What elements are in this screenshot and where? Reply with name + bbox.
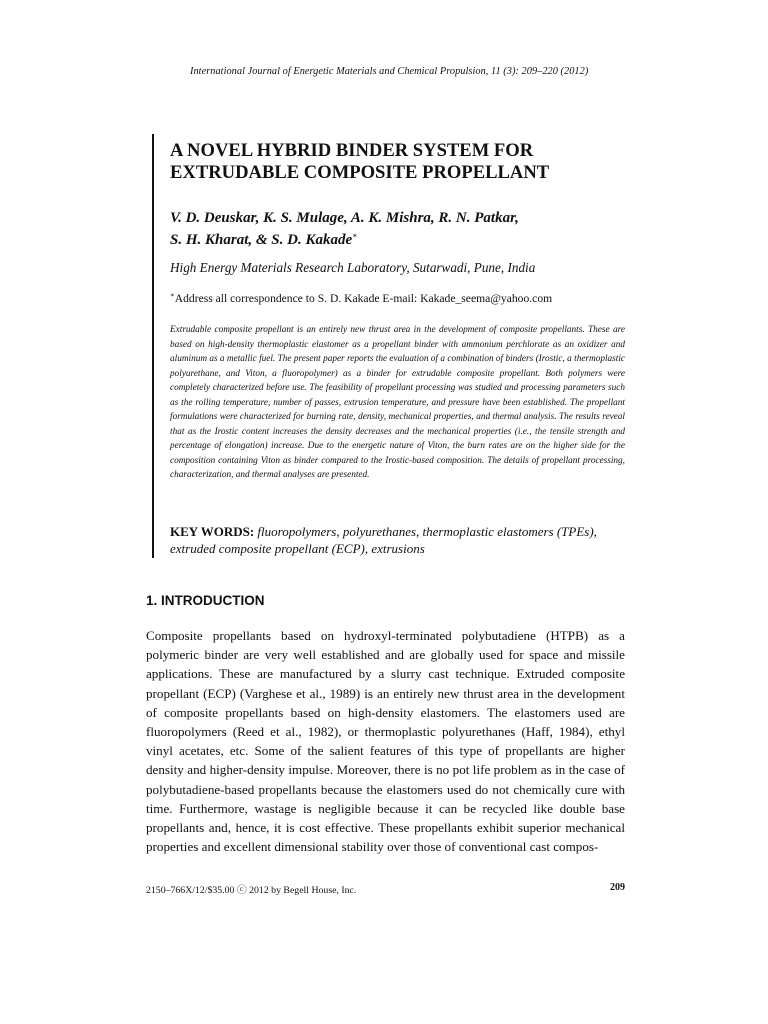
correspondence-mark: ∗ [170, 291, 175, 299]
keywords-label: KEY WORDS: [170, 524, 255, 539]
title-line-1: A NOVEL HYBRID BINDER SYSTEM FOR [170, 140, 534, 161]
journal-citation: International Journal of Energetic Materials and Chemical Propulsion, 11 (3): 209–220 (2012) [190, 66, 589, 77]
body-paragraph: Composite propellants based on hydroxyl-terminated polybutadiene (HTPB) as a polymeric binder are very well established and are globally used for space and missile applications. These are manufactured by a slurry cast technique. Extruded composite propellant (ECP) (Varghese et al., 1989) is an entirely new thrust area in the development of composite propellants based on high-density elastomers. The elastomers used are fluoropolymers (Reed et al., 1982), or thermoplastic polyurethanes (Haff, 1984), ethyl vinyl acetates, etc. Some of the salient features of this type of propellants are higher density and higher-density impulse. Moreover, there is no pot life problem as in the case of polybutadiene-based propellants because the elastomers used do not chemically cure with time. Furthermore, wastage is negligible because it can be recycled like double base propellants and, hence, it is cost effective. These propellants exhibit superior mechanical properties and excellent dimensional stability over those of conventional cast compos- [146, 628, 625, 855]
authors-line-2: S. H. Kharat, & S. D. Kakade [170, 232, 353, 248]
correspondence-note [170, 291, 625, 305]
title-block-rule [152, 134, 154, 558]
article-title [170, 140, 625, 184]
keywords-text: fluoropolymers, polyurethanes, thermoplastic elastomers (TPEs), extruded composite propellant (ECP), extrusions [170, 524, 597, 556]
affiliation: High Energy Materials Research Laboratory, Sutarwadi, Pune, India [170, 260, 536, 275]
abstract: Extrudable composite propellant is an entirely new thrust area in the development of composite propellants. These are based on high-density thermoplastic elastomer as a propellant binder with ammonium perchlorate as an oxidizer and aluminum as a metallic fuel. The present paper reports the evaluation of a combination of binders (Irostic, a thermoplastic polyurethane, and Viton, a fluoropolymer) as a binder for extrudable composite propellant. Both polymers were completely characterized before use. The feasibility of propellant processing was studied and processing parameters such as the rolling temperature, number of passes, extrusion temperature, and pressure have been established. The propellant formulations were characterized for burning rate, density, mechanical properties, and thermal analysis. The results reveal that as the Irostic content increases the density decreases and the mechanical properties (i.e., the tensile strength and percentage of elongation) increase. Due to the energetic nature of Viton, the burn rates are on the higher side for the composition containing Viton as binder compared to the Irostic-based composition. The details of propellant processing, characterization, and thermal analyses are presented. [170, 325, 625, 480]
section-heading: 1. INTRODUCTION [146, 593, 265, 608]
correspondence-text: Address all correspondence to S. D. Kakade E-mail: Kakade_seema@yahoo.com [174, 291, 553, 305]
footer-copyright: 2150–766X/12/$35.00 ⓒ 2012 by Begell House, Inc. [146, 885, 357, 896]
author-list [170, 209, 625, 249]
author-footnote-mark: ∗ [352, 231, 358, 240]
page-number: 209 [610, 882, 625, 893]
title-line-2: EXTRUDABLE COMPOSITE PROPELLANT [170, 162, 550, 183]
authors-line-1: V. D. Deuskar, K. S. Mulage, A. K. Mishra, R. N. Patkar, [170, 210, 519, 226]
keywords [170, 523, 625, 557]
